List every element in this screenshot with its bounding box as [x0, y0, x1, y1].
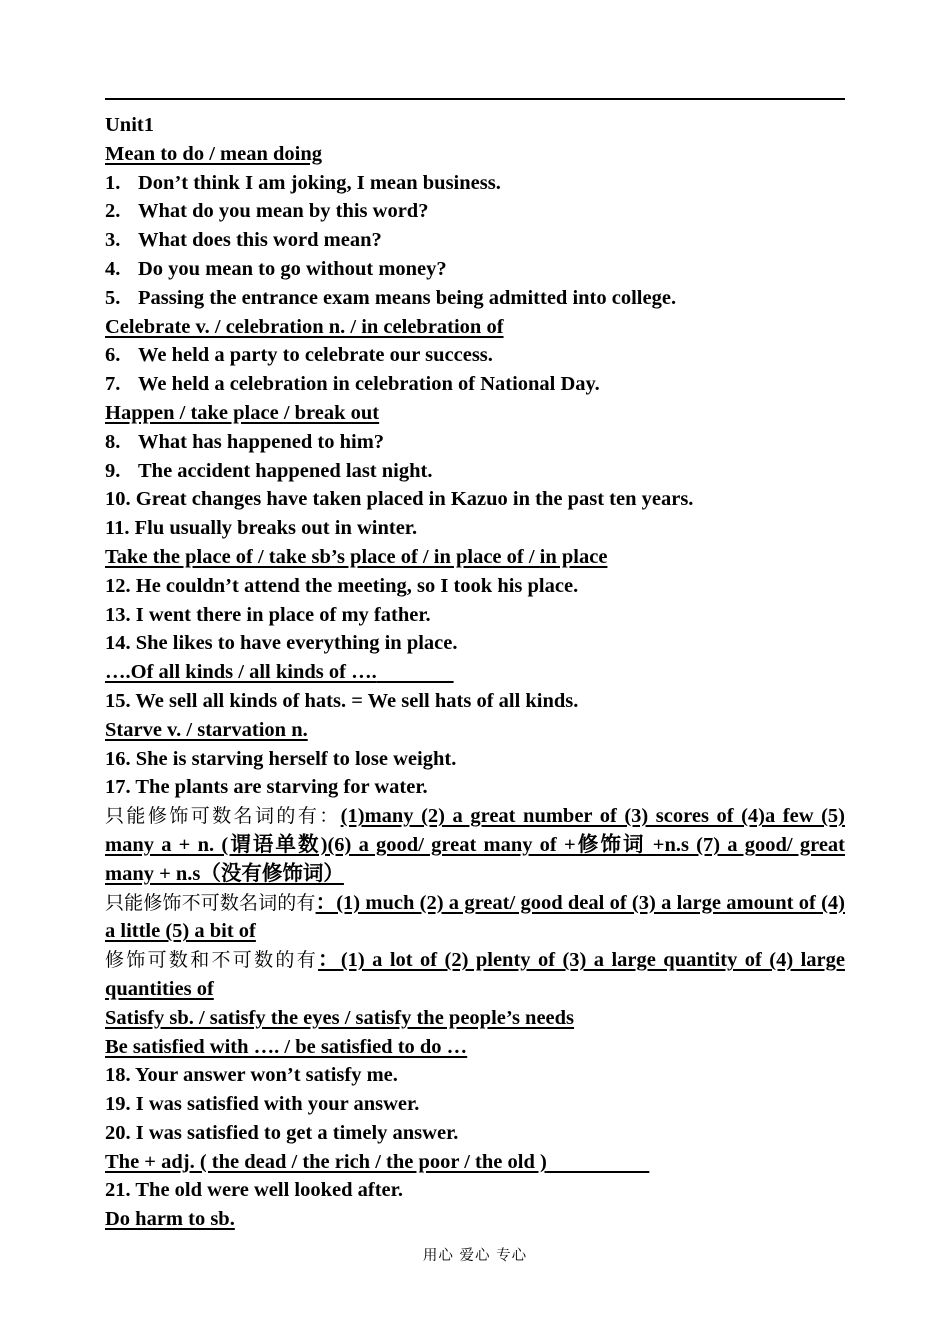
sentence-3: 3. What does this word mean? — [105, 229, 382, 252]
document-body — [105, 111, 845, 1234]
sentence-7: 7. We held a celebration in celebration of National Day. — [105, 373, 600, 396]
sentence-12: 12. He couldn’t attend the meeting, so I took his place. — [105, 574, 579, 597]
heading-starve: Starve v. / starvation n. — [105, 718, 308, 741]
heading-celebrate: Celebrate v. / celebration n. / in celebration of — [105, 315, 504, 338]
sentence-4: 4. Do you mean to go without money? — [105, 257, 447, 280]
sentence-17: 17. The plants are starving for water. — [105, 776, 428, 799]
header-rule — [105, 98, 845, 100]
sentence-13: 13. I went there in place of my father. — [105, 603, 431, 626]
sentence-5: 5. Passing the entrance exam means being admitted into college. — [105, 286, 677, 309]
heading-take-place: Take the place of / take sb’s place of / in place of / in place — [105, 545, 608, 568]
page-footer: 用心 爱心 专心 — [422, 1248, 528, 1264]
sentence-1: 1. Don’t think I am joking, I mean business. — [105, 171, 501, 194]
unit-title: Unit1 — [105, 114, 154, 136]
sentence-10: 10. Great changes have taken placed in Kazuo in the past ten years. — [105, 488, 694, 511]
sentence-21: 21. The old were well looked after. — [105, 1179, 403, 1202]
uncountable-note: 只能修饰不可数名词的有：(1) much (2) a great/ good deal of (3) a large amount of (4) a little (5) a bit of — [105, 891, 845, 943]
sentence-8: 8. What has happened to him? — [105, 430, 385, 453]
heading-do-harm: Do harm to sb. — [105, 1208, 235, 1231]
heading-satisfied: Be satisfied with …. / be satisfied to do … — [105, 1035, 468, 1058]
sentence-20: 20. I was satisfied to get a timely answer. — [105, 1121, 459, 1144]
both-note: 修饰可数和不可数的有：(1) a lot of (2) plenty of (3) a large quantity of (4) large quantities of — [105, 949, 845, 1000]
heading-mean: Mean to do / mean doing — [105, 142, 322, 165]
sentence-14: 14. She likes to have everything in place. — [105, 632, 458, 655]
sentence-2: 2. What do you mean by this word? — [105, 200, 429, 223]
heading-all-kinds: ….Of all kinds / all kinds of …. — [105, 661, 377, 684]
heading-satisfy: Satisfy sb. / satisfy the eyes / satisfy the people’s needs — [105, 1006, 575, 1029]
heading-happen: Happen / take place / break out — [105, 401, 380, 424]
sentence-6: 6. We held a party to celebrate our success. — [105, 344, 493, 367]
sentence-11: 11. Flu usually breaks out in winter. — [105, 517, 418, 540]
sentence-15: 15. We sell all kinds of hats. = We sell hats of all kinds. — [105, 689, 579, 712]
countable-note: 只能修饰可数名词的有：(1)many (2) a great number of (3) scores of (4)a few (5) many a + n. (谓语单数)(6) a good/ great many of +修饰词 +n.s (7) a good/ great many + n.s（没有修饰词） — [105, 805, 845, 885]
sentence-9: 9. The accident happened last night. — [105, 459, 433, 482]
sentence-19: 19. I was satisfied with your answer. — [105, 1093, 420, 1116]
heading-the-adj: The + adj. ( the dead / the rich / the poor / the old ) — [105, 1150, 547, 1173]
sentence-18: 18. Your answer won’t satisfy me. — [105, 1064, 398, 1087]
sentence-16: 16. She is starving herself to lose weight. — [105, 747, 457, 770]
